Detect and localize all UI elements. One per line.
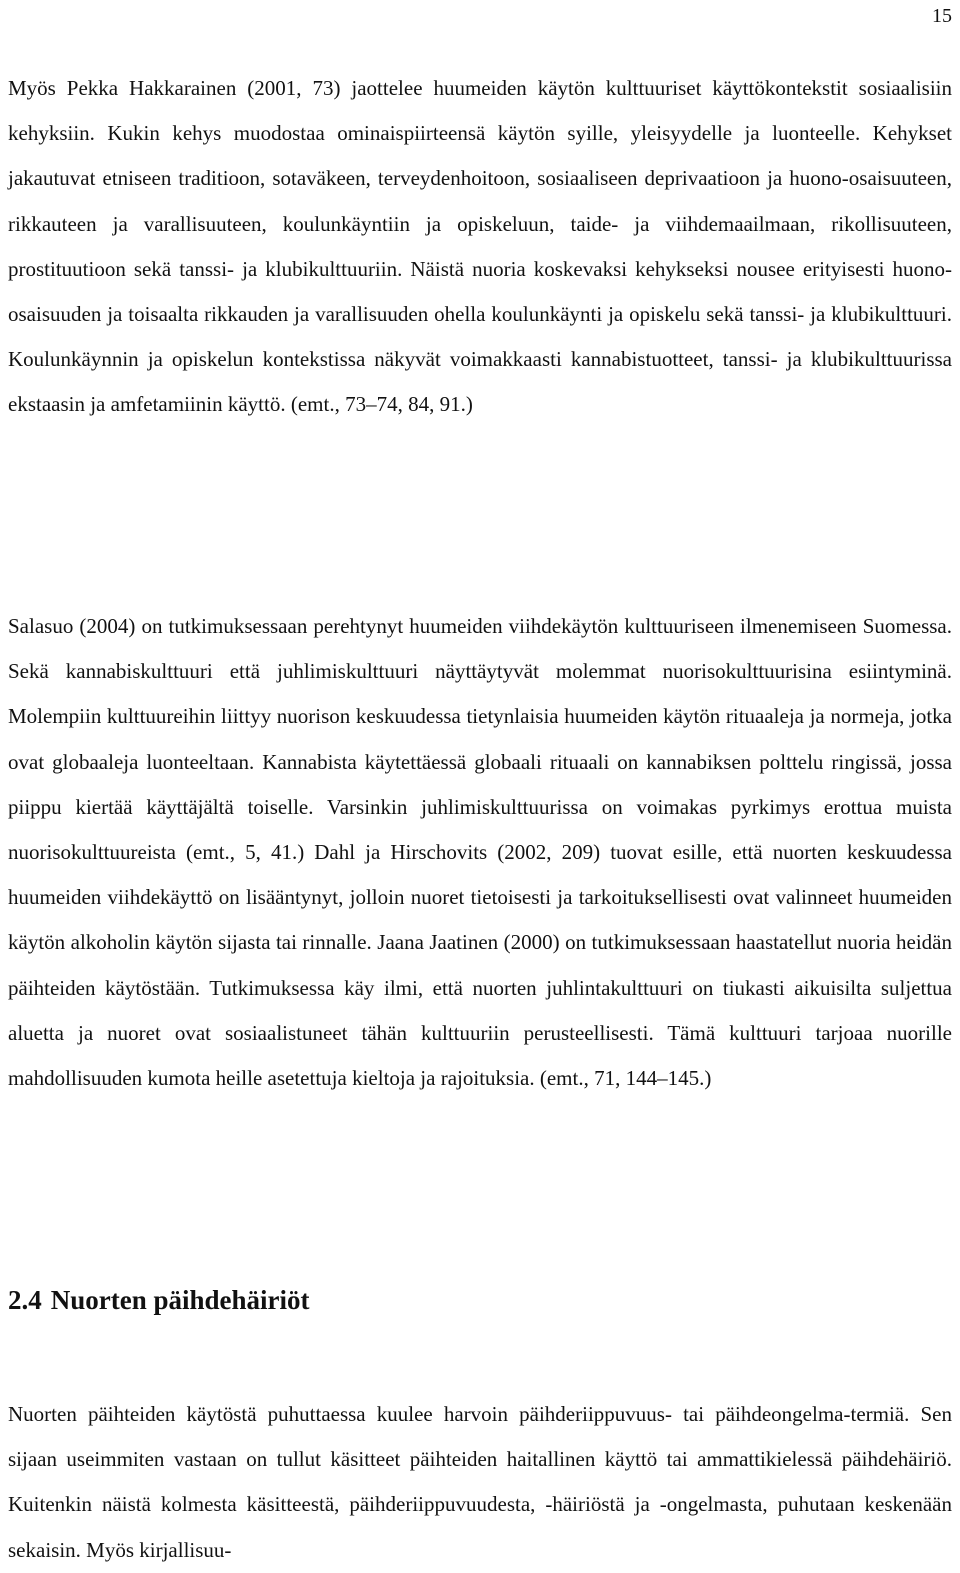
section-number: 2.4 <box>8 1285 42 1315</box>
body-paragraph: Nuorten päihteiden käytöstä puhuttaessa kuulee harvoin päihderiippuvuus- tai päihdeongelma-termiä. Sen sijaan useimmiten vastaan on tullut käsitteet päihteiden haitallinen käyttö tai ammattikielessä päihdehäiriö. Kuitenkin näistä kolmesta käsitteestä, päihderiippuvuudesta, -häiriöstä ja -ongelmasta, puhutaan keskenään sekaisin. Myös kirjallisuu- <box>8 1402 952 1562</box>
body-paragraph: Myös Pekka Hakkarainen (2001, 73) jaottelee huumeiden käytön kulttuuriset käyttökontekstit sosiaalisiin kehyksiin. Kukin kehys muodostaa ominaispiirteensä käytön syille, yleisyydelle ja luonteelle. Kehykset jakautuvat etniseen traditioon, sotaväkeen, terveydenhoitoon, sosiaaliseen deprivaatioon ja huono-osaisuuteen, rikkauteen ja varallisuuteen, koulunkäyntiin ja opiskeluun, taide- ja viihdemaailmaan, rikollisuuteen, prostituutioon sekä tanssi- ja klubikulttuuriin. Näistä nuoria koskevaksi kehykseksi nousee erityisesti huono-osaisuuden ja toisaalta rikkauden ja varallisuuden ohella koulunkäynti ja opiskelu sekä tanssi- ja klubikulttuuri. Koulunkäynnin ja opiskelun kontekstissa näkyvät voimakkaasti kannabistuotteet, tanssi- ja klubikulttuurissa ekstaasin ja amfetamiinin käyttö. (emt., 73–74, 84, 91.) <box>8 76 952 417</box>
section-heading <box>8 1280 310 1320</box>
page-number: 15 <box>932 5 952 27</box>
body-paragraph: Salasuo (2004) on tutkimuksessaan perehtynyt huumeiden viihdekäytön kulttuuriseen ilmenemiseen Suomessa. Sekä kannabiskulttuuri että juhlimiskulttuuri näyttäytyvät molemmat nuorisokulttuurisina esiintyminä. Molempiin kulttuureihin liittyy nuorison keskuudessa tietynlaisia huumeiden käytön rituaaleja ja normeja, jotka ovat globaaleja luonteeltaan. Kannabista käytettäessä globaali rituaali on kannabiksen polttelu ringissä, jossa piippu kiertää käyttäjältä toiselle. Varsinkin juhlimiskulttuurissa on voimakas pyrkimys erottua muista nuorisokulttuureista (emt., 5, 41.) Dahl ja Hirschovits (2002, 209) tuovat esille, että nuorten keskuudessa huumeiden viihdekäyttö on lisääntynyt, jolloin nuoret tietoisesti ja tarkoituksellisesti ovat valinneet huumeiden käytön alkoholin käytön sijasta tai rinnalle. Jaana Jaatinen (2000) on tutkimuksessaan haastatellut nuoria heidän päihteiden käytöstään. Tutkimuksessa käy ilmi, että nuorten juhlintakulttuuri on tiukasti aikuisilta suljettua aluetta ja nuoret ovat sosiaalistuneet tähän kulttuuriin perusteellisesti. Tämä kulttuuri tarjoaa nuorille mahdollisuuden kumota heille asetettuja kieltoja ja rajoituksia. (emt., 71, 144–145.) <box>8 614 952 1091</box>
section-title: Nuorten päihdehäiriöt <box>50 1285 310 1315</box>
